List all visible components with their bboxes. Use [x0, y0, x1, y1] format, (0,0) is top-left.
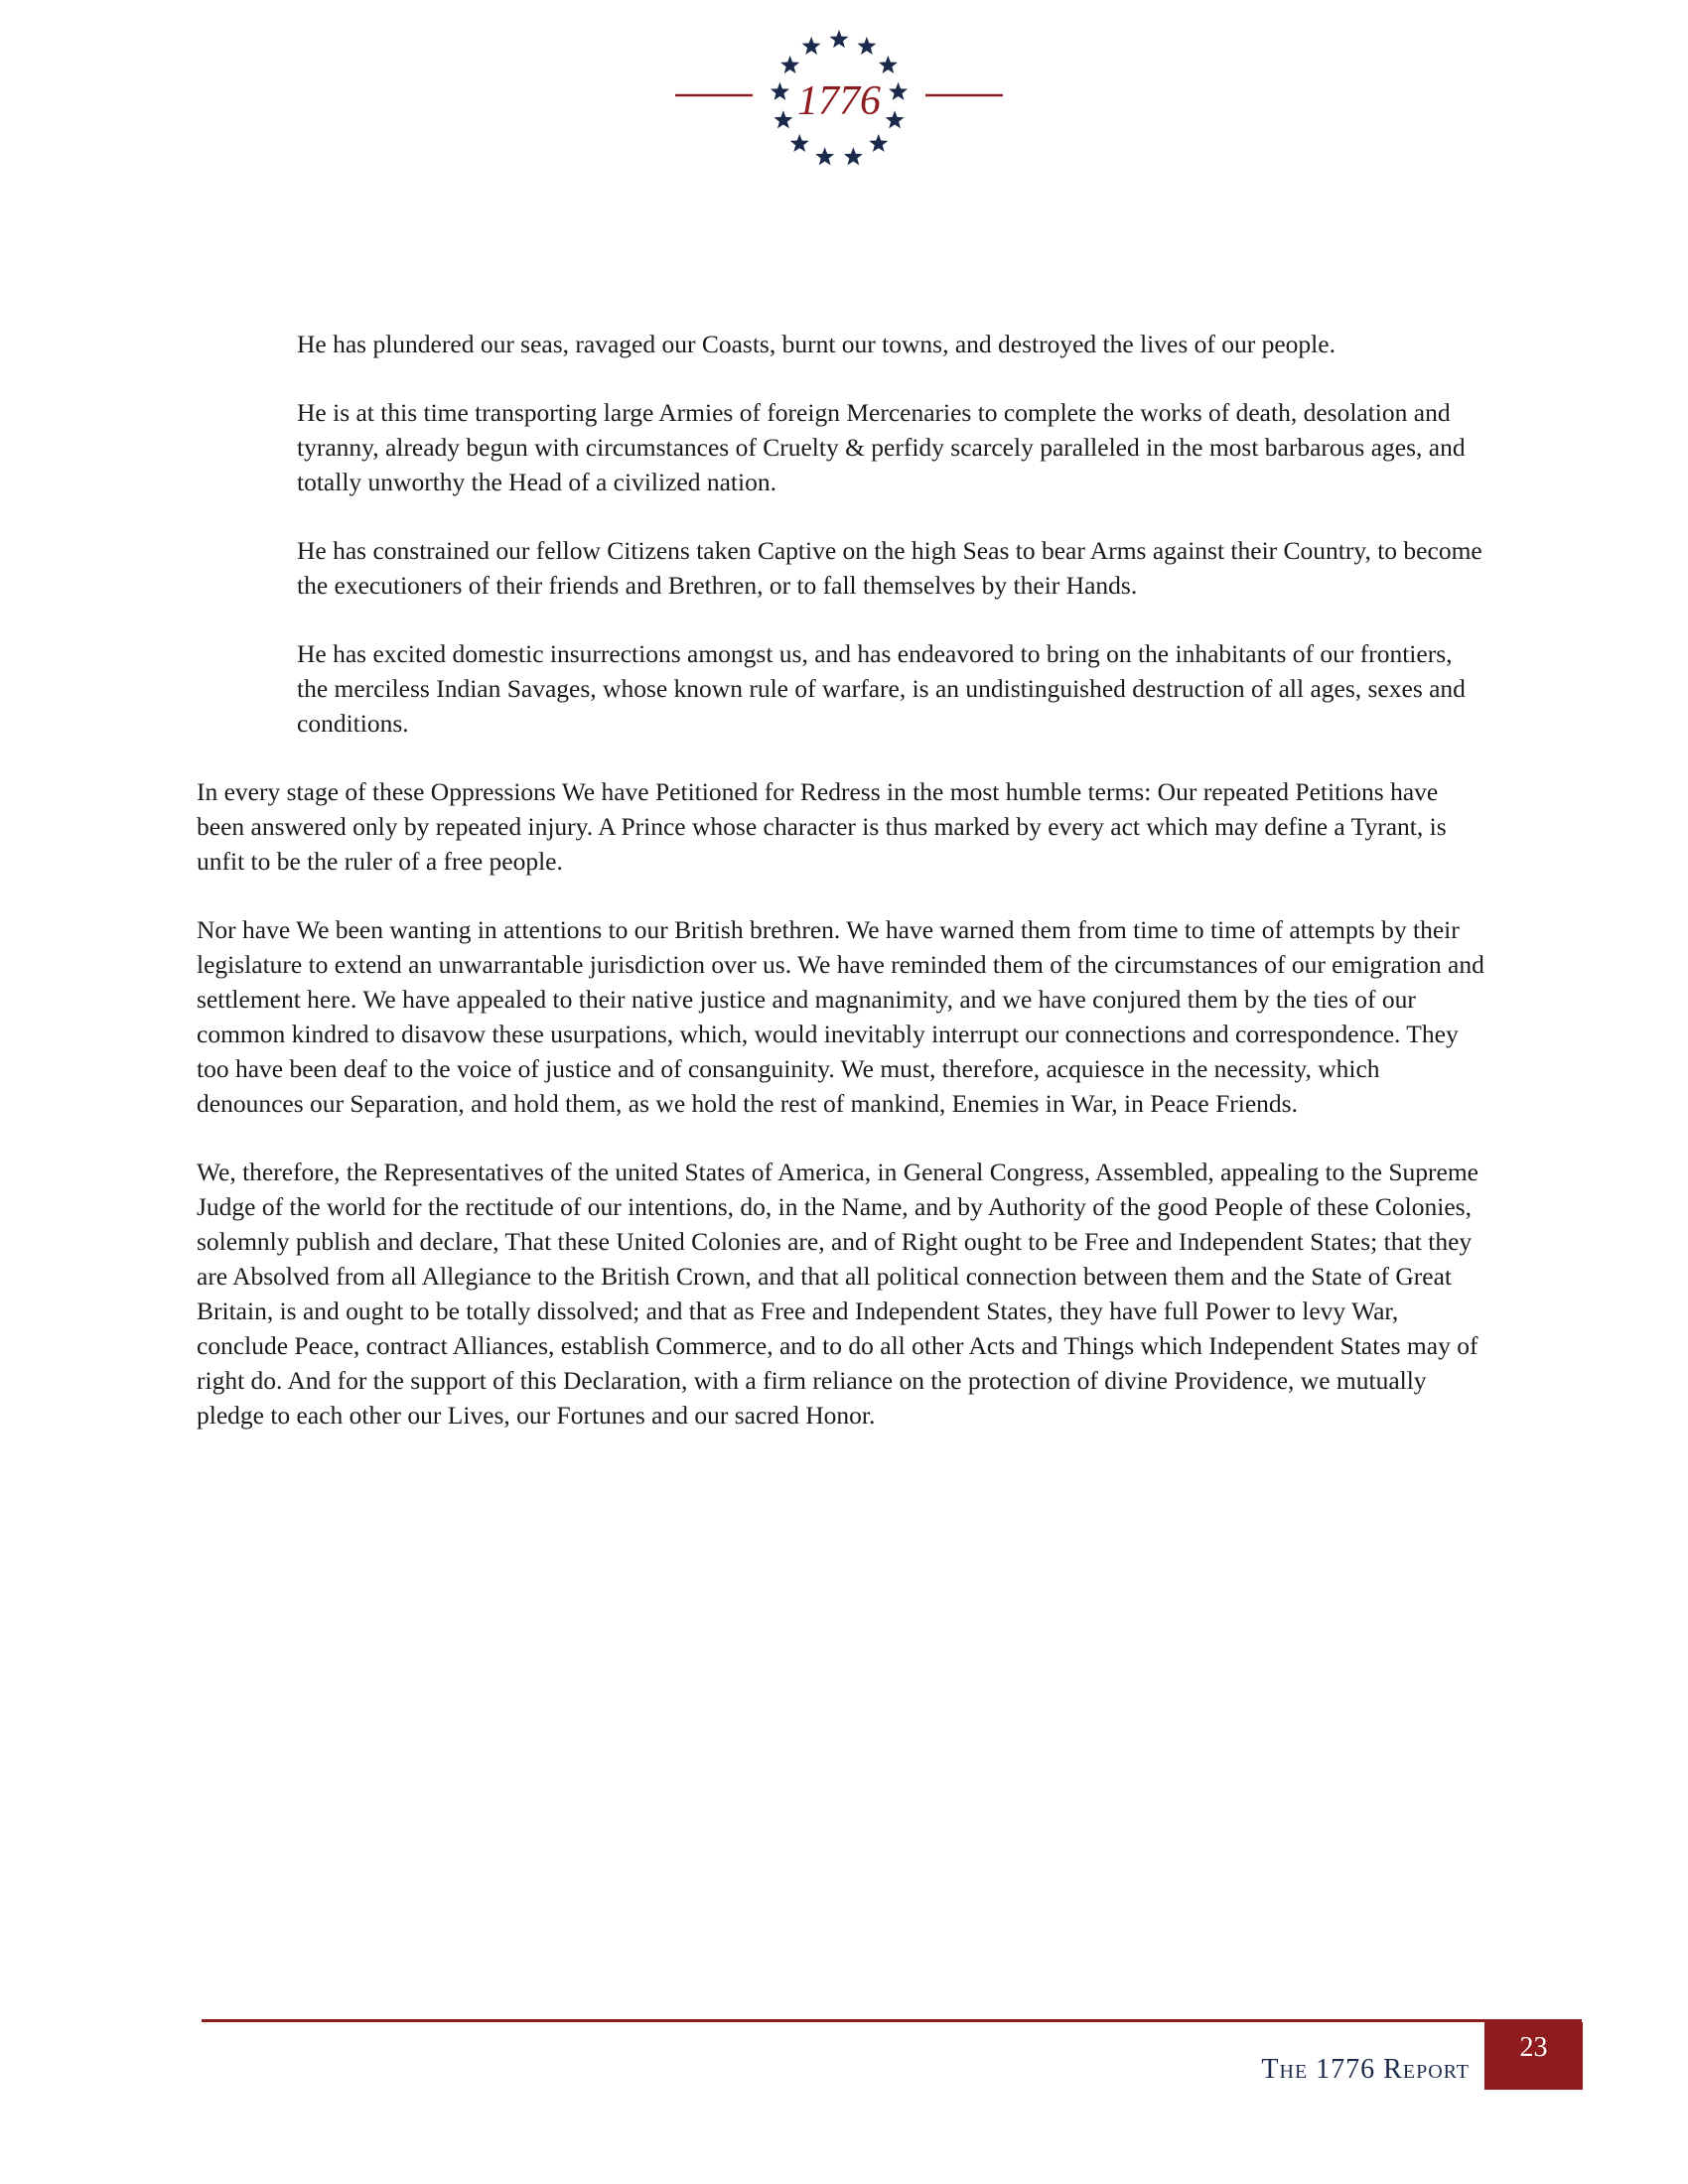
footer-divider [202, 2019, 1582, 2022]
paragraph: Nor have We been wanting in attentions to our British brethren. We have warned them from time to time of attempts by their legislature to extend an unwarrantable jurisdiction over us. We have reminded them of the circumstances of our emigration and settlement here. We have appealed to their native justice and magnanimity, and we have conjured them by the ties of our common kindred to disavow these usurpations, which, would inevitably interrupt our connections and correspondence. They too have been deaf to the voice of justice and of consanguinity. We must, therefore, acquiesce in the necessity, which denounces our Separation, and hold them, as we hold the rest of mankind, Enemies in War, in Peace Friends. [197, 915, 1484, 1118]
star-icon [889, 82, 908, 100]
paragraph: He has plundered our seas, ravaged our Coasts, burnt our towns, and destroyed the lives of our people. [297, 330, 1336, 358]
page-number-label: 23 [1519, 2032, 1548, 2063]
star-icon [780, 56, 799, 73]
star-icon [857, 37, 876, 55]
star-icon [879, 56, 898, 73]
star-icon [869, 134, 888, 152]
paragraph: He has constrained our fellow Citizens taken Captive on the high Seas to bear Arms against their Country, to become the executioners of their friends and Brethren, or to fall themselves by their Hands. [297, 536, 1482, 600]
star-icon [815, 147, 834, 165]
logo-text: 1776 [797, 78, 881, 124]
footer-report-title: The 1776 Report [1261, 2054, 1470, 2085]
star-icon [790, 134, 809, 152]
paragraph: We, therefore, the Representatives of the united States of America, in General Congress, Assembled, appealing to the Supreme Judge of the world for the rectitude of our intentions, do, in the Name, and by Authority of the good People of these Colonies, solemnly publish and declare, That these United Colonies are, and of Right ought to be Free and Independent States; that they are Absolved from all Allegiance to the British Crown, and that all political connection between them and the State of Great Britain, is and ought to be totally dissolved; and that as Free and Independent States, they have full Power to levy War, conclude Peace, contract Alliances, establish Commerce, and to do all other Acts and Things which Independent States may of right do. And for the support of this Declaration, with a firm reliance on the protection of divine Providence, we mutually pledge to each other our Lives, our Fortunes and our sacred Honor. [197, 1158, 1478, 1430]
star-icon [802, 37, 821, 55]
star-icon [886, 110, 905, 128]
paragraph: He has excited domestic insurrections amongst us, and has endeavored to bring on the inhabitants of our frontiers, the merciless Indian Savages, whose known rule of warfare, is an undistinguished destruction of all ages, sexes and conditions. [297, 639, 1466, 738]
star-icon [829, 30, 848, 48]
paragraph: He is at this time transporting large Armies of foreign Mercenaries to complete the works of death, desolation and tyranny, already begun with circumstances of Cruelty & perfidy scarcely paralleled in the most barbarous ages, and totally unworthy the Head of a civilized nation. [297, 398, 1466, 496]
star-circle-emblem-icon [665, 28, 1023, 187]
page-number [1484, 2022, 1583, 2090]
star-icon [844, 147, 863, 165]
star-icon [774, 110, 792, 128]
star-icon [771, 82, 789, 100]
paragraph: In every stage of these Oppressions We have Petitioned for Redress in the most humble terms: Our repeated Petitions have been answered only by repeated injury. A Prince whose character is thus marked by every act which may define a Tyrant, is unfit to be the ruler of a free people. [197, 777, 1447, 876]
document-body [197, 327, 1489, 1466]
